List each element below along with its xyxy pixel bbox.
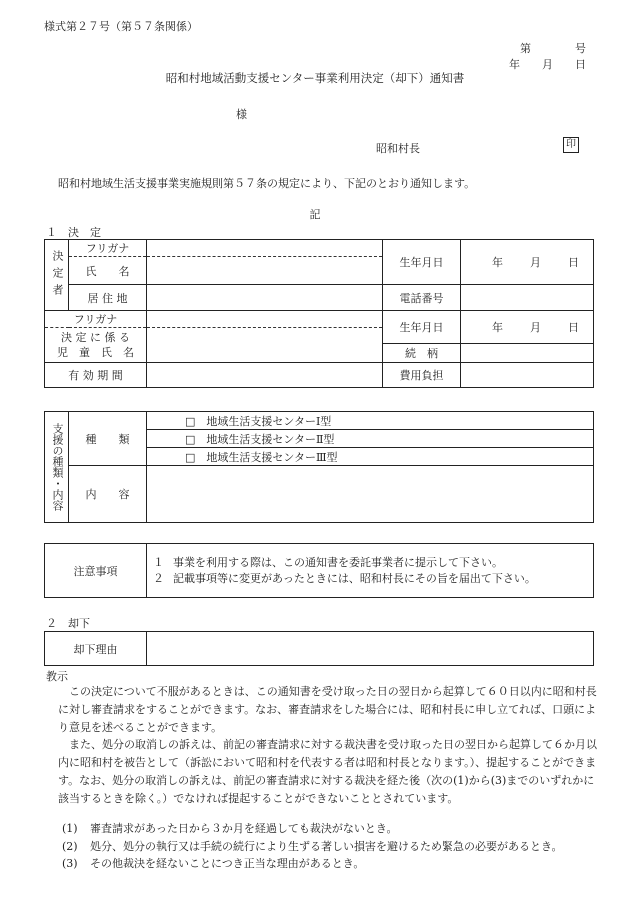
- type-label: 種 類: [69, 412, 147, 466]
- note-item: ２ 記載事項等に変更があったときには、昭和村長にその旨を届出て下さい。: [153, 571, 536, 585]
- exception-list: [62, 820, 563, 873]
- type-option-3[interactable]: □ 地域生活支援センターⅢ型: [147, 448, 594, 466]
- validity-label: 有 効 期 間: [45, 363, 147, 388]
- relation-value[interactable]: [461, 344, 594, 363]
- ki-heading: 記: [309, 208, 321, 221]
- cost-label: 費用負担: [383, 363, 461, 388]
- notes-table: [44, 543, 594, 598]
- child-name-value[interactable]: [147, 328, 383, 363]
- section2-heading: ２ 却下: [46, 617, 90, 630]
- type-option-1[interactable]: □ 地域生活支援センターⅠ型: [147, 412, 594, 430]
- child-furigana-label: フリガナ: [45, 311, 147, 328]
- instruction-paragraph-2: また、処分の取消しの訴えは、前記の審査請求に対する裁決書を受け取った日の翌日から起算して６か月以内に昭和村を被告として（訴訟において昭和村を代表する者は昭和村長となります。）、提起することができます。なお、処分の取消しの訴えは、前記の審査請求に対する裁決を経た後（次の(1)から(3)までのいずれかに該当するときを除く。）でなければ提起することができないこととされています。: [58, 738, 597, 805]
- rejection-table: [44, 631, 594, 666]
- support-table: [44, 411, 594, 523]
- list-item: (3) その他裁決を経ないことにつき正当な理由があるとき。: [62, 857, 365, 870]
- instruction-heading: 教示: [46, 670, 68, 683]
- list-item: (2) 処分、処分の執行又は手続の続行により生ずる著しい損害を避けるため緊急の必要があるとき。: [62, 839, 563, 853]
- form-number: 様式第２７号（第５７条関係）: [44, 20, 198, 33]
- type-option-2[interactable]: □ 地域生活支援センターⅡ型: [147, 430, 594, 448]
- note-item: １ 事業を利用する際は、この通知書を委託事業者に提示して下さい。: [153, 555, 503, 569]
- phone-value[interactable]: [461, 285, 594, 311]
- child-furigana-value[interactable]: [147, 311, 383, 328]
- phone-label: 電話番号: [383, 285, 461, 311]
- addressee-suffix: 様: [236, 108, 247, 121]
- rejection-reason-value[interactable]: [147, 632, 594, 666]
- seal-mark: 印: [563, 137, 579, 153]
- number-suffix: 号: [575, 42, 586, 55]
- intro-text: 昭和村地域生活支援事業実施規則第５７条の規定により、下記のとおり通知します。: [58, 177, 476, 190]
- section1-heading: １ 決 定: [46, 226, 101, 239]
- child-birthdate-label: 生年月日: [383, 311, 461, 344]
- list-item: (1) 審査請求があった日から３か月を経過しても裁決がないとき。: [62, 822, 398, 835]
- child-birthdate-value[interactable]: 年 月 日: [461, 311, 594, 344]
- furigana-value[interactable]: [147, 240, 383, 257]
- validity-value[interactable]: [147, 363, 383, 388]
- decision-table: [44, 239, 594, 388]
- furigana-label: フリガナ: [69, 240, 147, 257]
- instruction-body: [58, 683, 598, 808]
- content-label: 内 容: [69, 466, 147, 523]
- cost-value[interactable]: [461, 363, 594, 388]
- address-label: 居 住 地: [69, 285, 147, 311]
- birthdate-value[interactable]: 年 月 日: [461, 240, 594, 285]
- decided-person-label: 決定者: [45, 240, 69, 311]
- child-name-label: 決 定 に 係 る 児 童 氏 名: [45, 328, 147, 363]
- document-number-line: [520, 40, 586, 56]
- notes-label: 注意事項: [45, 544, 147, 598]
- birthdate-label: 生年月日: [383, 240, 461, 285]
- name-label: 氏 名: [69, 257, 147, 285]
- support-type-label: 支援の種類・内容: [45, 412, 69, 523]
- year-label: 年: [509, 58, 520, 71]
- relation-label: 続 柄: [383, 344, 461, 363]
- issuer-name: 昭和村長: [376, 142, 420, 155]
- notes-content: [147, 544, 594, 598]
- document-title: 昭和村地域活動支援センター事業利用決定（却下）通知書: [165, 71, 465, 85]
- rejection-reason-label: 却下理由: [45, 632, 147, 666]
- content-value[interactable]: [147, 466, 594, 523]
- address-value[interactable]: [147, 285, 383, 311]
- month-label: 月: [542, 58, 553, 71]
- name-value[interactable]: [147, 257, 383, 285]
- day-label: 日: [575, 58, 586, 71]
- instruction-paragraph-1: この決定について不服があるときは、この通知書を受け取った日の翌日から起算して６０日以内に昭和村長に対し審査請求をすることができます。なお、審査請求をした場合には、昭和村長に申し立てれば、口頭により意見を述べることができます。: [58, 685, 597, 734]
- number-prefix: 第: [520, 42, 531, 55]
